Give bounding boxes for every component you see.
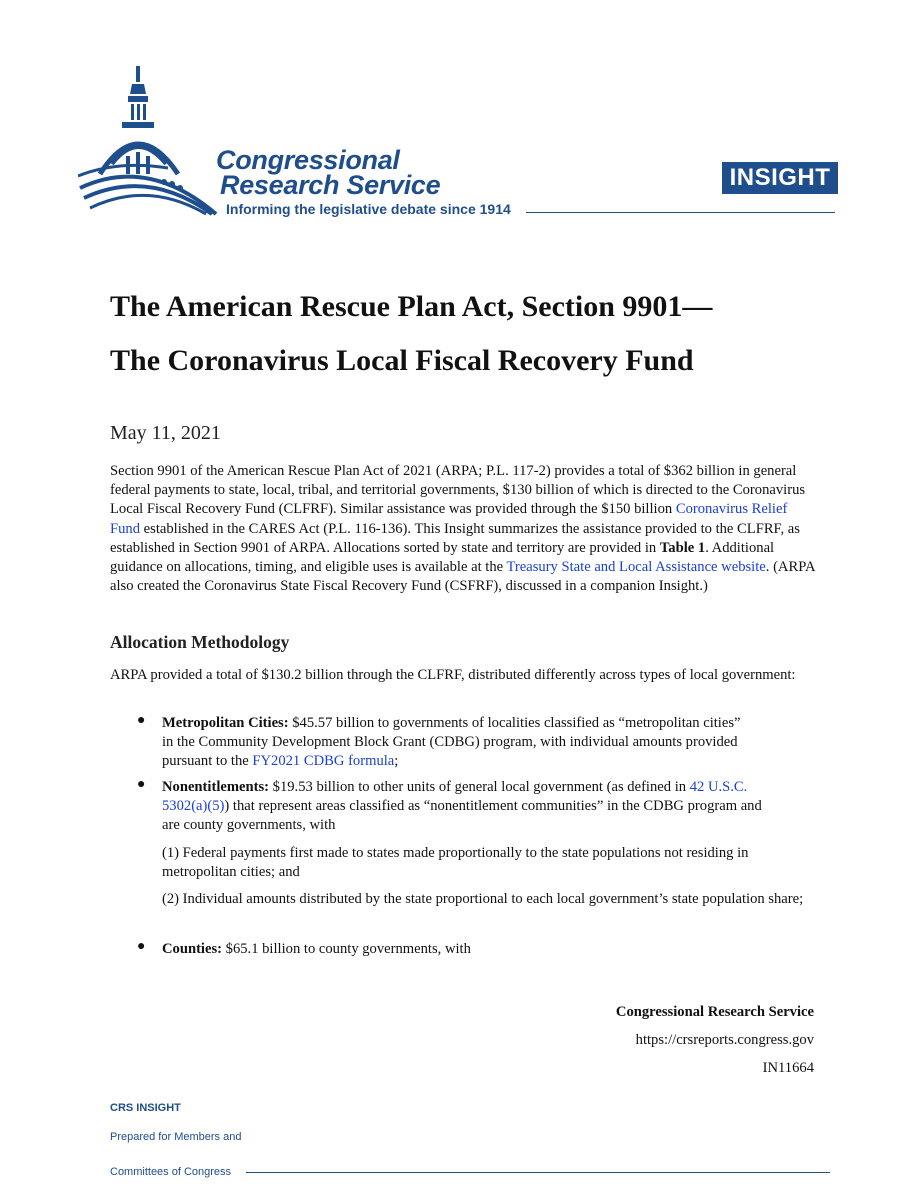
intro-text-1: Section 9901 of the American Rescue Plan Act of 2021 (ARPA; P.L. 117-2) provides a total of $362 billion in general federal payments to state, local, tribal, and territorial governments, $130 billion of which is directed to the Coronavirus Local Fiscal Recovery Fund (CLFRF). Similar assistance was provided through the $150 billion <box>110 463 806 518</box>
bullet-label: Nonentitlements: <box>162 779 270 795</box>
footer-rule <box>246 1172 830 1173</box>
brand-line-2: Research Service <box>220 170 441 200</box>
intro-paragraph <box>110 462 820 596</box>
page-title <box>110 280 830 388</box>
intro-text-2: established in the CARES Act (P.L. 116-136). This Insight summarizes the assistance provided to the CLFRF, as established in Section 9901 of ARPA. Allocations sorted by state and territory are provided in <box>110 520 800 556</box>
bullet-text-end: ; <box>394 753 399 770</box>
coronavirus-relief-fund-link[interactable]: Coronavirus Relief Fund <box>110 501 788 537</box>
section-heading: Allocation Methodology <box>110 632 290 652</box>
insight-badge: INSIGHT <box>722 162 838 194</box>
section-lead: ARPA provided a total of $130.2 billion through the CLFRF, distributed differently across types of local government: <box>110 667 796 683</box>
bullet-icon: ● <box>137 713 146 728</box>
bullet-text-end: ) that represent areas classified as “nonentitlement communities” in the CDBG program and are county governments, with <box>162 798 762 834</box>
bullet-label: Counties: <box>162 941 222 957</box>
bullet-metropolitan-cities <box>162 714 742 772</box>
nonentitlement-sub-2: (2) Individual amounts distributed by the state proportional to each local government’s state population share; <box>162 891 804 907</box>
footer-report-id: IN11664 <box>762 1060 814 1076</box>
treasury-website-link[interactable]: Treasury State and Local Assistance website <box>506 559 766 576</box>
cdbg-formula-link[interactable]: FY2021 CDBG formula <box>252 753 395 770</box>
intro-text-4: . (ARPA also created the Coronavirus State Fiscal Recovery Fund (CSFRF), discussed in a companion Insight.) <box>110 559 815 595</box>
brand-line-1: Congressional <box>216 145 400 175</box>
bullet-nonentitlements <box>162 778 772 836</box>
usc-5302-link[interactable]: 42 U.S.C. 5302(a)(5) <box>162 779 748 815</box>
prepared-line-2: Committees of Congress <box>110 1166 232 1178</box>
footer-url: https://crsreports.congress.gov <box>635 1032 814 1048</box>
bullet-text: $19.53 billion to other units of general local government (as defined in <box>269 779 690 795</box>
table-1-ref: Table 1 <box>659 539 706 556</box>
nonentitlement-sub-1: (1) Federal payments first made to states made proportionally to the state populations not residing in metropolitan cities; and <box>162 845 749 881</box>
publication-date: May 11, 2021 <box>110 422 221 444</box>
tagline: Informing the legislative debate since 1914 <box>226 201 511 217</box>
header-rule <box>526 212 835 213</box>
bullet-label: Metropolitan Cities: <box>162 715 289 731</box>
footer-org: Congressional Research Service <box>615 1004 814 1020</box>
intro-text-3: . Additional guidance on allocations, timing, and eligible uses is available at the <box>110 539 775 576</box>
crs-insight-series: CRS INSIGHT <box>110 1102 181 1114</box>
bullet-text: $45.57 billion to governments of localities classified as “metropolitan cities” in the Community Development Block Grant (CDBG) program, with individual amounts provided pursuant to the <box>162 715 741 770</box>
bullet-counties <box>162 940 818 959</box>
capitol-dome-logo-icon <box>78 64 228 216</box>
bullet-icon: ● <box>137 777 146 792</box>
title-line-1: The American Rescue Plan Act, Section 9901— <box>110 290 713 323</box>
bullet-text: $65.1 billion to county governments, with <box>222 941 471 957</box>
prepared-line-1: Prepared for Members and <box>110 1131 242 1143</box>
title-line-2: The Coronavirus Local Fiscal Recovery Fund <box>110 344 694 377</box>
bullet-icon: ● <box>137 939 146 954</box>
